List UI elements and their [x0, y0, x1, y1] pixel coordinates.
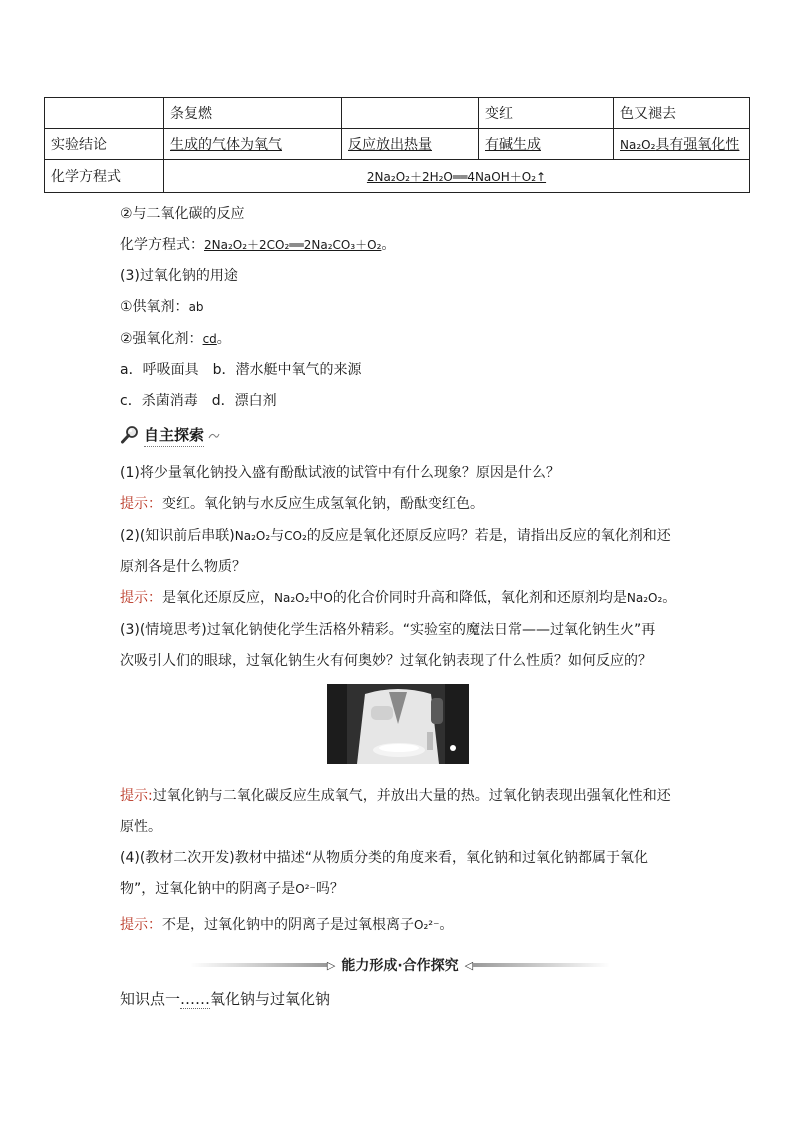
left-triangle-icon: ◁	[464, 958, 474, 972]
hint-label: 提示：	[120, 496, 162, 512]
experiment-photo	[327, 684, 469, 764]
section-divider	[190, 955, 610, 975]
table-cell	[342, 129, 479, 160]
table-cell	[45, 98, 164, 129]
uses-heading: (3)过氧化钠的用途	[120, 268, 238, 284]
table-row	[45, 160, 750, 193]
formula-na2o2: Na₂O₂	[620, 138, 656, 152]
experiment-table	[44, 97, 750, 193]
divider-line-left	[190, 963, 327, 967]
conclusion-heat: 反应放出热量	[348, 137, 432, 153]
question-1: (1)将少量氧化钠投入盛有酚酞试液的试管中有什么现象？原因是什么？	[120, 465, 560, 481]
hint-label: 提示：	[120, 590, 162, 606]
use-oxygen-supply: ①供氧剂：ab	[120, 299, 204, 315]
decorative-swirl-icon	[208, 430, 220, 440]
question-2-line-2: 原剂各是什么物质？	[120, 559, 246, 575]
answer-2: 提示：是氧化还原反应，Na₂O₂中O的化合价同时升高和降低，氧化剂和还原剂均是Na₂O₂。	[120, 590, 677, 606]
divider-line-right	[473, 963, 610, 967]
section-title: 自主探索	[144, 424, 204, 447]
options-cd: c．杀菌消毒 d．漂白剂	[120, 393, 277, 409]
co2-reaction-heading: ②与二氧化碳的反应	[120, 206, 245, 222]
lab-coat-illustration	[327, 684, 469, 764]
co2-equation-line: 化学方程式：2Na₂O₂＋2CO₂══2Na₂CO₃＋O₂。	[120, 237, 396, 253]
magnifier-icon	[120, 425, 140, 445]
equation-co2: 2Na₂O₂＋2CO₂══2Na₂CO₃＋O₂	[204, 238, 382, 252]
equation-water: 2Na₂O₂＋2H₂O══4NaOH＋O₂↑	[366, 169, 547, 184]
question-4-line-1: (4)(教材二次开发)教材中描述“从物质分类的角度来看，氧化钠和过氧化钠都属于氧化	[120, 850, 649, 866]
row-header-equation: 化学方程式	[45, 160, 164, 193]
conclusion-oxidizing: Na₂O₂具有强氧化性	[620, 137, 740, 153]
question-3-line-2: 次吸引人们的眼球，过氧化钠生火有何奥妙？过氧化钠表现了什么性质？如何反应的？	[120, 653, 652, 669]
question-2-line-1: (2)(知识前后串联)Na₂O₂与CO₂的反应是氧化还原反应吗？若是，请指出反应的氧化剂和还	[120, 528, 671, 544]
table-row	[45, 98, 750, 129]
table-cell	[342, 98, 479, 129]
use-oxidizer: ②强氧化剂：cd。	[120, 331, 231, 347]
right-triangle-icon: ▷	[326, 958, 336, 972]
answer-4: 提示：不是，过氧化钠中的阴离子是过氧根离子O₂²⁻。	[120, 917, 454, 933]
answer-3-line-2: 原性。	[120, 819, 162, 835]
row-header-conclusion: 实验结论	[45, 129, 164, 160]
table-cell	[164, 129, 342, 160]
table-cell: 色又褪去	[614, 98, 750, 129]
table-cell	[479, 129, 614, 160]
options-ab: a．呼吸面具 b．潜水艇中氧气的来源	[120, 362, 362, 378]
table-cell: 条复燃	[164, 98, 342, 129]
self-explore-heading	[120, 424, 220, 446]
hint-label: 提示:	[120, 788, 153, 804]
knowledge-point-heading: 知识点一……氧化钠与过氧化钠	[120, 990, 331, 1008]
conclusion-oxygen: 生成的气体为氧气	[170, 137, 282, 153]
conclusion-base: 有碱生成	[485, 137, 541, 153]
question-4-line-2: 物”，过氧化钠中的阴离子是O²⁻吗？	[120, 881, 344, 897]
divider-title: 能力形成·合作探究	[341, 958, 459, 974]
answer-1: 提示：变红。氧化钠与水反应生成氢氧化钠，酚酞变红色。	[120, 496, 484, 512]
table-row	[45, 129, 750, 160]
answer-3-line-1: 提示:过氧化钠与二氧化碳反应生成氧气，并放出大量的热。过氧化钠表现出强氧化性和还	[120, 788, 671, 804]
table-cell: 变红	[479, 98, 614, 129]
table-cell	[614, 129, 750, 160]
table-cell	[164, 160, 750, 193]
question-3-line-1: (3)(情境思考)过氧化钠使化学生活格外精彩。“实验室的魔法日常——过氧化钠生火”再	[120, 622, 656, 638]
hint-label: 提示：	[120, 917, 162, 933]
